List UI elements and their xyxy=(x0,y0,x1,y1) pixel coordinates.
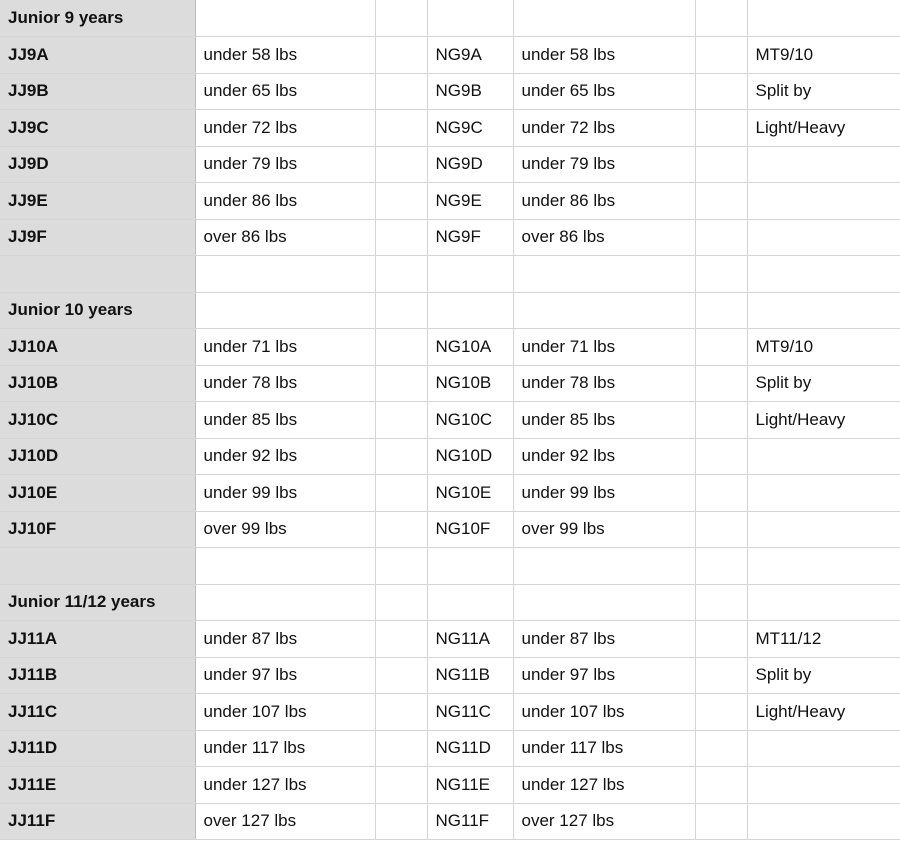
table-row xyxy=(0,146,900,183)
empty-cell[interactable] xyxy=(695,292,747,329)
empty-cell[interactable] xyxy=(695,511,747,548)
table-row xyxy=(0,219,900,256)
division-code-cell[interactable]: JJ9F xyxy=(0,219,195,256)
empty-cell[interactable] xyxy=(695,183,747,220)
empty-cell[interactable] xyxy=(375,475,427,512)
empty-cell[interactable] xyxy=(375,183,427,220)
empty-cell[interactable] xyxy=(695,402,747,439)
empty-cell[interactable] xyxy=(695,110,747,147)
note-cell[interactable]: Split by xyxy=(747,365,900,402)
division-code-cell[interactable]: JJ9E xyxy=(0,183,195,220)
division-code-cell[interactable]: JJ11B xyxy=(0,657,195,694)
spacer-row xyxy=(0,548,900,585)
weight-cell[interactable]: under 72 lbs xyxy=(195,110,375,147)
ng-code-cell[interactable]: NG10C xyxy=(427,402,513,439)
empty-cell[interactable] xyxy=(747,292,900,329)
division-code-cell[interactable]: JJ9C xyxy=(0,110,195,147)
empty-cell[interactable] xyxy=(695,548,747,585)
ng-weight-cell[interactable]: under 99 lbs xyxy=(513,475,695,512)
empty-cell[interactable] xyxy=(195,584,375,621)
division-code-cell[interactable]: JJ11A xyxy=(0,621,195,658)
ng-weight-cell[interactable]: over 86 lbs xyxy=(513,219,695,256)
ng-code-cell[interactable]: NG10A xyxy=(427,329,513,366)
table-row xyxy=(0,694,900,731)
section-title-cell[interactable]: Junior 11/12 years xyxy=(0,584,195,621)
ng-weight-cell[interactable]: under 117 lbs xyxy=(513,730,695,767)
empty-cell[interactable] xyxy=(747,548,900,585)
empty-cell[interactable] xyxy=(375,256,427,293)
section-title-cell[interactable]: Junior 9 years xyxy=(0,0,195,37)
table-row xyxy=(0,183,900,220)
note-cell[interactable]: MT9/10 xyxy=(747,37,900,74)
weight-cell[interactable]: under 97 lbs xyxy=(195,657,375,694)
ng-code-cell[interactable]: NG11C xyxy=(427,694,513,731)
empty-cell[interactable] xyxy=(375,365,427,402)
weight-cell[interactable]: under 86 lbs xyxy=(195,183,375,220)
section-title-cell[interactable]: Junior 10 years xyxy=(0,292,195,329)
empty-cell[interactable] xyxy=(375,73,427,110)
empty-cell[interactable] xyxy=(747,0,900,37)
section-header-row xyxy=(0,0,900,37)
empty-cell[interactable] xyxy=(427,0,513,37)
ng-weight-cell[interactable]: under 87 lbs xyxy=(513,621,695,658)
table-row xyxy=(0,767,900,804)
ng-weight-cell[interactable]: under 97 lbs xyxy=(513,657,695,694)
empty-cell[interactable] xyxy=(375,694,427,731)
weight-cell[interactable]: over 127 lbs xyxy=(195,803,375,840)
empty-cell[interactable] xyxy=(375,146,427,183)
empty-cell[interactable] xyxy=(695,256,747,293)
table-row xyxy=(0,475,900,512)
division-code-cell[interactable]: JJ11E xyxy=(0,767,195,804)
note-cell[interactable] xyxy=(747,438,900,475)
weight-cell[interactable]: under 127 lbs xyxy=(195,767,375,804)
empty-cell[interactable] xyxy=(375,0,427,37)
ng-weight-cell[interactable]: under 85 lbs xyxy=(513,402,695,439)
note-cell[interactable] xyxy=(747,146,900,183)
empty-cell[interactable] xyxy=(195,548,375,585)
empty-cell[interactable] xyxy=(375,657,427,694)
ng-weight-cell[interactable]: under 79 lbs xyxy=(513,146,695,183)
empty-cell[interactable] xyxy=(375,730,427,767)
empty-cell[interactable] xyxy=(695,584,747,621)
empty-cell[interactable] xyxy=(375,110,427,147)
note-cell[interactable]: Light/Heavy xyxy=(747,110,900,147)
empty-cell[interactable] xyxy=(195,256,375,293)
section-header-row xyxy=(0,292,900,329)
empty-cell[interactable] xyxy=(375,548,427,585)
ng-code-cell[interactable]: NG11E xyxy=(427,767,513,804)
empty-cell[interactable] xyxy=(513,0,695,37)
ng-code-cell[interactable]: NG11F xyxy=(427,803,513,840)
ng-weight-cell[interactable]: over 127 lbs xyxy=(513,803,695,840)
empty-cell[interactable] xyxy=(695,730,747,767)
empty-cell[interactable] xyxy=(695,219,747,256)
weight-cell[interactable]: under 78 lbs xyxy=(195,365,375,402)
note-cell[interactable]: Light/Heavy xyxy=(747,402,900,439)
weight-cell[interactable]: under 85 lbs xyxy=(195,402,375,439)
empty-cell[interactable] xyxy=(375,37,427,74)
table-row xyxy=(0,329,900,366)
note-cell[interactable] xyxy=(747,767,900,804)
ng-weight-cell[interactable]: under 78 lbs xyxy=(513,365,695,402)
ng-weight-cell[interactable]: over 99 lbs xyxy=(513,511,695,548)
note-cell[interactable]: Light/Heavy xyxy=(747,694,900,731)
ng-code-cell[interactable]: NG11A xyxy=(427,621,513,658)
table-row xyxy=(0,73,900,110)
empty-cell[interactable] xyxy=(375,329,427,366)
table-row xyxy=(0,402,900,439)
empty-cell[interactable] xyxy=(513,548,695,585)
empty-cell[interactable] xyxy=(747,256,900,293)
spacer-row xyxy=(0,256,900,293)
empty-cell[interactable] xyxy=(695,329,747,366)
ng-weight-cell[interactable]: under 72 lbs xyxy=(513,110,695,147)
note-cell[interactable] xyxy=(747,511,900,548)
empty-cell[interactable] xyxy=(375,584,427,621)
section-header-row xyxy=(0,584,900,621)
empty-cell[interactable] xyxy=(695,475,747,512)
empty-cell[interactable] xyxy=(695,694,747,731)
empty-cell[interactable] xyxy=(375,402,427,439)
ng-code-cell[interactable]: NG10D xyxy=(427,438,513,475)
weight-cell[interactable]: under 65 lbs xyxy=(195,73,375,110)
empty-cell[interactable] xyxy=(195,292,375,329)
weight-cell[interactable]: under 79 lbs xyxy=(195,146,375,183)
note-cell[interactable] xyxy=(747,475,900,512)
ng-code-cell[interactable]: NG10B xyxy=(427,365,513,402)
empty-cell[interactable] xyxy=(695,0,747,37)
division-code-cell[interactable]: JJ9B xyxy=(0,73,195,110)
ng-code-cell[interactable]: NG10E xyxy=(427,475,513,512)
table-row xyxy=(0,37,900,74)
weight-cell[interactable]: under 87 lbs xyxy=(195,621,375,658)
weight-cell[interactable]: over 99 lbs xyxy=(195,511,375,548)
note-cell[interactable] xyxy=(747,730,900,767)
division-code-cell[interactable]: JJ10D xyxy=(0,438,195,475)
weight-cell[interactable]: under 58 lbs xyxy=(195,37,375,74)
weight-cell[interactable]: under 99 lbs xyxy=(195,475,375,512)
empty-cell[interactable] xyxy=(375,438,427,475)
note-cell[interactable]: MT9/10 xyxy=(747,329,900,366)
ng-code-cell[interactable]: NG9C xyxy=(427,110,513,147)
empty-cell[interactable] xyxy=(695,37,747,74)
table-row xyxy=(0,110,900,147)
weight-cell[interactable]: under 92 lbs xyxy=(195,438,375,475)
division-code-cell[interactable]: JJ10B xyxy=(0,365,195,402)
empty-cell[interactable] xyxy=(747,584,900,621)
weight-cell[interactable]: under 71 lbs xyxy=(195,329,375,366)
weight-cell[interactable]: under 107 lbs xyxy=(195,694,375,731)
note-cell[interactable]: Split by xyxy=(747,73,900,110)
division-code-cell[interactable]: JJ10E xyxy=(0,475,195,512)
division-code-cell[interactable]: JJ10F xyxy=(0,511,195,548)
division-code-cell[interactable]: JJ11C xyxy=(0,694,195,731)
empty-cell[interactable] xyxy=(375,292,427,329)
note-cell[interactable] xyxy=(747,803,900,840)
empty-cell[interactable] xyxy=(695,73,747,110)
note-cell[interactable] xyxy=(747,219,900,256)
empty-cell[interactable] xyxy=(0,256,195,293)
empty-cell[interactable] xyxy=(195,0,375,37)
empty-cell[interactable] xyxy=(695,621,747,658)
ng-code-cell[interactable]: NG9A xyxy=(427,37,513,74)
empty-cell[interactable] xyxy=(513,292,695,329)
division-code-cell[interactable]: JJ10C xyxy=(0,402,195,439)
empty-cell[interactable] xyxy=(375,511,427,548)
empty-cell[interactable] xyxy=(513,584,695,621)
empty-cell[interactable] xyxy=(427,256,513,293)
empty-cell[interactable] xyxy=(695,657,747,694)
ng-code-cell[interactable]: NG9B xyxy=(427,73,513,110)
division-code-cell[interactable]: JJ9A xyxy=(0,37,195,74)
empty-cell[interactable] xyxy=(695,803,747,840)
empty-cell[interactable] xyxy=(427,292,513,329)
empty-cell[interactable] xyxy=(427,548,513,585)
empty-cell[interactable] xyxy=(0,548,195,585)
empty-cell[interactable] xyxy=(513,256,695,293)
division-code-cell[interactable]: JJ9D xyxy=(0,146,195,183)
table-row xyxy=(0,730,900,767)
table-row xyxy=(0,803,900,840)
ng-weight-cell[interactable]: under 86 lbs xyxy=(513,183,695,220)
ng-code-cell[interactable]: NG10F xyxy=(427,511,513,548)
ng-code-cell[interactable]: NG9E xyxy=(427,183,513,220)
ng-weight-cell[interactable]: under 127 lbs xyxy=(513,767,695,804)
ng-weight-cell[interactable]: under 92 lbs xyxy=(513,438,695,475)
empty-cell[interactable] xyxy=(427,584,513,621)
empty-cell[interactable] xyxy=(695,438,747,475)
empty-cell[interactable] xyxy=(375,621,427,658)
ng-weight-cell[interactable]: under 71 lbs xyxy=(513,329,695,366)
table-row xyxy=(0,438,900,475)
weight-cell[interactable]: over 86 lbs xyxy=(195,219,375,256)
division-code-cell[interactable]: JJ10A xyxy=(0,329,195,366)
weight-cell[interactable]: under 117 lbs xyxy=(195,730,375,767)
empty-cell[interactable] xyxy=(375,767,427,804)
ng-code-cell[interactable]: NG11B xyxy=(427,657,513,694)
table-row xyxy=(0,511,900,548)
note-cell[interactable] xyxy=(747,183,900,220)
ng-code-cell[interactable]: NG9F xyxy=(427,219,513,256)
empty-cell[interactable] xyxy=(375,219,427,256)
empty-cell[interactable] xyxy=(695,767,747,804)
empty-cell[interactable] xyxy=(695,365,747,402)
empty-cell[interactable] xyxy=(375,803,427,840)
ng-code-cell[interactable]: NG11D xyxy=(427,730,513,767)
ng-code-cell[interactable]: NG9D xyxy=(427,146,513,183)
division-code-cell[interactable]: JJ11F xyxy=(0,803,195,840)
ng-weight-cell[interactable]: under 107 lbs xyxy=(513,694,695,731)
ng-weight-cell[interactable]: under 65 lbs xyxy=(513,73,695,110)
table-row xyxy=(0,657,900,694)
division-code-cell[interactable]: JJ11D xyxy=(0,730,195,767)
table-row xyxy=(0,621,900,658)
empty-cell[interactable] xyxy=(695,146,747,183)
note-cell[interactable]: Split by xyxy=(747,657,900,694)
table-row xyxy=(0,365,900,402)
note-cell[interactable]: MT11/12 xyxy=(747,621,900,658)
ng-weight-cell[interactable]: under 58 lbs xyxy=(513,37,695,74)
